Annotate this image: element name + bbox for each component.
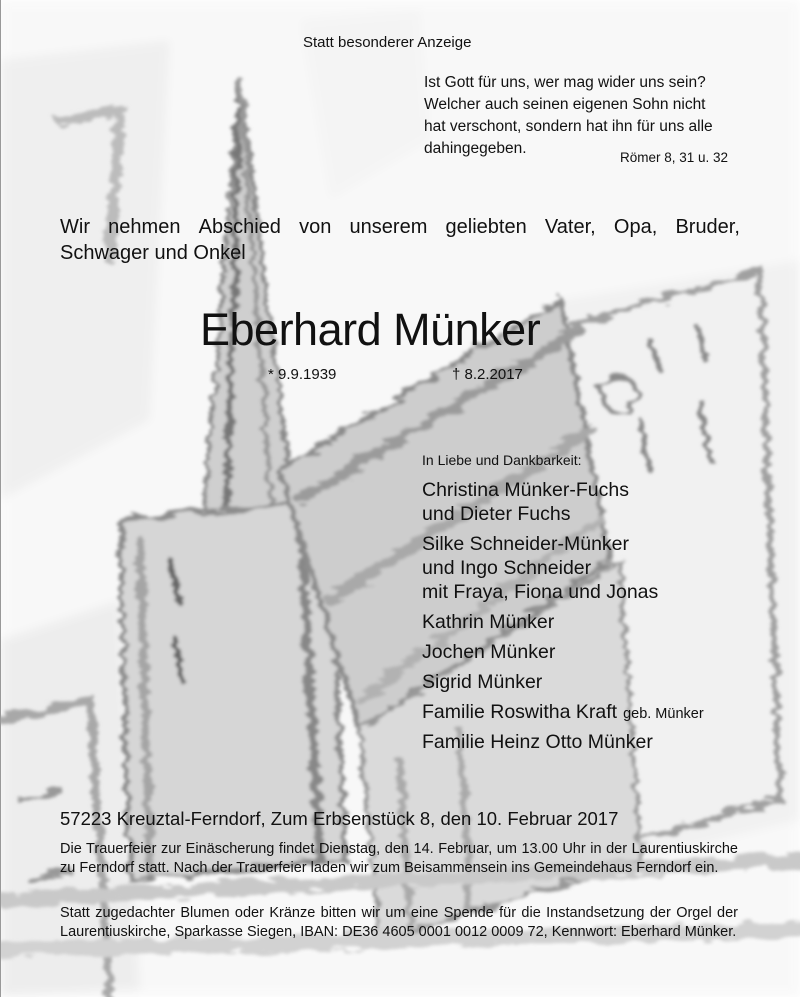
mourner-entry xyxy=(422,610,704,634)
intro-word: nehmen xyxy=(108,216,181,238)
mourner-name: Christina Münker-Fuchs xyxy=(422,479,629,501)
bible-verse xyxy=(424,72,713,160)
mourner-entry xyxy=(422,580,704,604)
mourner-name: und Ingo Schneider xyxy=(422,557,592,579)
love-line: In Liebe und Dankbarkeit: xyxy=(422,452,582,468)
death-date: † 8.2.2017 xyxy=(452,366,523,383)
verse-line: Ist Gott für uns, wer mag wider uns sein? xyxy=(424,74,706,91)
intro-word: Wir xyxy=(60,216,90,238)
mourner-entry xyxy=(422,670,704,694)
mourner-name: Silke Schneider-Münker xyxy=(422,533,630,555)
intro-word: von xyxy=(299,216,332,238)
farewell-intro xyxy=(60,214,740,266)
birth-date: * 9.9.1939 xyxy=(268,366,337,383)
mourner-name: Familie Heinz Otto Münker xyxy=(422,731,653,753)
mourner-suffix: geb. Münker xyxy=(623,706,704,722)
mourner-name: Kathrin Münker xyxy=(422,611,555,633)
verse-reference: Römer 8, 31 u. 32 xyxy=(620,150,729,165)
verse-line: Welcher auch seinen eigenen Sohn nicht xyxy=(424,96,706,113)
intro-word: unserem xyxy=(349,216,428,238)
verse-line: hat verschont, sondern hat ihn für uns alle xyxy=(424,118,713,135)
mourner-name: Jochen Münker xyxy=(422,641,556,663)
mourner-name: Familie Roswitha Kraft xyxy=(422,701,618,723)
notice-header: Statt besonderer Anzeige xyxy=(303,34,472,51)
mourner-name: Sigrid Münker xyxy=(422,671,543,693)
mourner-entry xyxy=(422,640,704,664)
intro-line-2: Schwager und Onkel xyxy=(60,242,246,264)
donation-paragraph: Statt zugedachter Blumen oder Kränze bitten wir um eine Spende für die Instandsetzung der Orgel der Laurentiuskirche, Sparkasse Siegen, IBAN: DE36 4605 0001 0012 0009 72, Kennwort: Eberhard Münker. xyxy=(60,905,738,940)
mourners-list xyxy=(422,478,704,754)
left-border xyxy=(0,0,1,997)
intro-line-1 xyxy=(60,214,740,240)
mourner-entry xyxy=(422,478,704,502)
intro-word: Abschied xyxy=(198,216,281,238)
mourner-entry xyxy=(422,730,704,754)
intro-word: Opa, xyxy=(613,216,658,238)
ceremony-paragraph: Die Trauerfeier zur Einäscherung findet Dienstag, den 14. Februar, um 13.00 Uhr in der Laurentiuskirche zu Ferndorf statt. Nach der Trauerfeier laden wir zum Beisammensein ins Gemeindehaus Ferndorf ein. xyxy=(60,841,738,876)
intro-word: Vater, xyxy=(544,216,596,238)
verse-line: dahingegeben. xyxy=(424,140,527,157)
deceased-name: Eberhard Münker xyxy=(200,304,541,355)
mourner-name: und Dieter Fuchs xyxy=(422,503,571,525)
mourner-name: mit Fraya, Fiona und Jonas xyxy=(422,581,659,603)
intro-word: Bruder, xyxy=(675,216,740,238)
mourner-entry xyxy=(422,502,704,526)
mourner-entry xyxy=(422,532,704,556)
intro-word: geliebten xyxy=(445,216,527,238)
mourner-entry xyxy=(422,700,704,724)
mourner-entry xyxy=(422,556,704,580)
place-and-date: 57223 Kreuztal-Ferndorf, Zum Erbsenstück 8, den 10. Februar 2017 xyxy=(60,808,619,829)
